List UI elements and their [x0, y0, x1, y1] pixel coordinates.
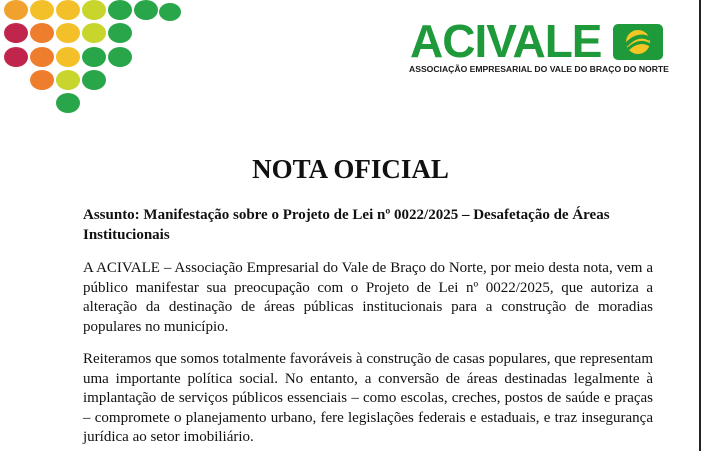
- dot: [159, 3, 181, 21]
- acivale-logo: [408, 15, 670, 78]
- dot: [134, 0, 158, 20]
- dot: [4, 47, 28, 67]
- logo-tagline: ASSOCIAÇÃO EMPRESARIAL DO VALE DO BRAÇO DO NORTE: [409, 64, 669, 74]
- dot: [56, 23, 80, 43]
- dot: [4, 23, 28, 43]
- dot: [82, 70, 106, 90]
- dot: [30, 23, 54, 43]
- dot: [56, 47, 80, 67]
- paragraph-1: A ACIVALE – Associação Empresarial do Vale de Braço do Norte, por meio desta nota, vem a público manifestar sua preocupação com o Projeto de Lei nº 0022/2025, que autoriza a alteração da destinação de áreas públicas institucionais para a construção de moradias populares no município.: [83, 260, 653, 335]
- dot: [30, 0, 54, 20]
- dot: [82, 23, 106, 43]
- logo-wordmark: ACIVALE: [410, 15, 602, 67]
- dot: [4, 0, 28, 20]
- dot: [30, 47, 54, 67]
- logo-emblem-icon: [613, 24, 663, 60]
- document-subject: Assunto: Manifestação sobre o Projeto de Lei nº 0022/2025 – Desafetação de Áreas Institucionais: [83, 207, 610, 243]
- dot: [30, 70, 54, 90]
- paragraph-2: Reiteramos que somos totalmente favoráveis à construção de casas populares, que representam uma importante política social. No entanto, a conversão de áreas destinadas legalmente à implantação de serviços públicos essenciais – como escolas, creches, postos de saúde e praças – compromete o planejamento urbano, fere legislações federais e estaduais, e traz insegurança jurídica ao setor imobiliário.: [83, 351, 653, 446]
- dot: [56, 0, 80, 20]
- dot: [56, 93, 80, 113]
- document-title: NOTA OFICIAL: [252, 154, 449, 184]
- dot: [82, 47, 106, 67]
- dot: [108, 0, 132, 20]
- dot: [108, 23, 132, 43]
- dot: [56, 70, 80, 90]
- dot: [82, 0, 106, 20]
- dot: [108, 47, 132, 67]
- decorative-dot-pattern: [0, 0, 190, 120]
- dot-group: [4, 0, 181, 113]
